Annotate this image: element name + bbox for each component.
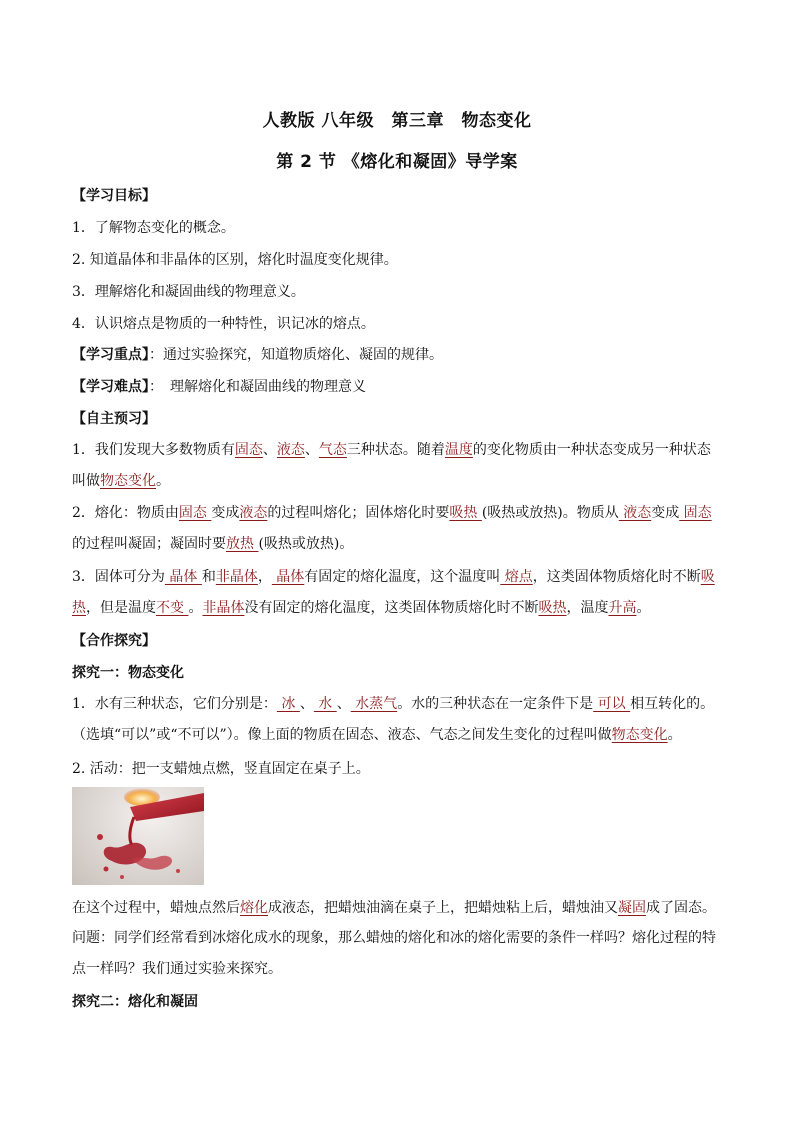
answer: 固态 bbox=[234, 442, 263, 458]
answer: 放热 bbox=[226, 536, 259, 552]
text: 。 bbox=[667, 727, 682, 743]
preview-heading: 【自主预习】 bbox=[72, 411, 156, 427]
answer: 不变 bbox=[156, 600, 189, 616]
activity-text: 2. 活动：把一支蜡烛点燃，竖直固定在桌子上。 bbox=[72, 761, 370, 777]
key-point-label: 【学习重点】 bbox=[72, 347, 149, 363]
answer: 升高 bbox=[608, 600, 637, 616]
wax-puddle bbox=[132, 856, 172, 870]
text: (吸热或放热)。 bbox=[258, 536, 354, 552]
text: 没有固定的熔化温度，这类固体物质熔化时不断 bbox=[244, 600, 539, 616]
answer: 液态 bbox=[618, 505, 652, 521]
document-title: 人教版 八年级 第三章 物态变化 bbox=[262, 111, 532, 131]
candle-wax-illustration bbox=[72, 787, 204, 885]
text: 的过程叫熔化；固体熔化时要 bbox=[267, 505, 450, 521]
answer: 吸热 bbox=[72, 569, 715, 616]
candle-wax-photo bbox=[72, 787, 204, 885]
answer: 冰 bbox=[276, 696, 300, 712]
text: 2．熔化：物质由 bbox=[72, 505, 179, 521]
text: 3．固体可分为 bbox=[72, 569, 165, 585]
answer: 固态 bbox=[679, 505, 712, 521]
answer: 水 bbox=[313, 696, 337, 712]
process-text bbox=[72, 898, 724, 918]
text: 、 bbox=[299, 696, 314, 712]
explore-part1-heading: 探究一：物态变化 bbox=[72, 665, 184, 681]
text: 的变化物质由一种状态变成另一种状态叫做 bbox=[72, 442, 711, 489]
wax-drop bbox=[176, 869, 180, 873]
difficult-point-label: 【学习难点】 bbox=[72, 379, 149, 395]
answer: 凝固 bbox=[618, 900, 646, 916]
difficult-point bbox=[72, 377, 724, 397]
text: (吸热或放热)。物质从 bbox=[481, 505, 619, 521]
text: 1．我们发现大多数物质有 bbox=[72, 442, 235, 458]
text: 1．水有三种状态，它们分别是： bbox=[72, 696, 277, 712]
answer: 熔化 bbox=[240, 900, 268, 916]
text: 。 bbox=[156, 473, 170, 489]
answer: 非晶体 bbox=[215, 569, 258, 585]
text: （选填“可以”或“不可以”）。像上面的物质在固态、液态、气态之间发生变化的过程叫做 bbox=[72, 727, 612, 743]
text: 。 bbox=[636, 600, 651, 616]
wax-drip bbox=[130, 817, 134, 845]
answer: 吸热 bbox=[538, 600, 567, 616]
text: ，这类固体物质熔化时不断 bbox=[532, 569, 701, 585]
text: 三种状态。随着 bbox=[346, 442, 445, 458]
difficult-point-text: ： 理解熔化和凝固曲线的物理意义 bbox=[149, 379, 366, 395]
answer: 吸热 bbox=[449, 505, 482, 521]
answer: 晶体 bbox=[164, 569, 202, 585]
answer: 固态 bbox=[178, 505, 212, 521]
wax-drop bbox=[97, 834, 103, 840]
answer: 晶体 bbox=[271, 569, 305, 585]
objective-item-4: 4．认识熔点是物质的一种特性，识记冰的熔点。 bbox=[72, 316, 375, 332]
text: 有固定的熔化温度，这个温度叫 bbox=[304, 569, 501, 585]
preview-question-2 bbox=[72, 498, 724, 560]
text: 、 bbox=[336, 696, 351, 712]
text: ，但是温度 bbox=[86, 600, 156, 616]
text: 成液态，把蜡烛油滴在桌子上，把蜡烛粘上后，蜡烛油又 bbox=[268, 900, 618, 916]
wax-drop bbox=[104, 867, 109, 872]
explore-question-1 bbox=[72, 689, 724, 751]
text: 相互转化的。 bbox=[630, 696, 715, 712]
text: 。 bbox=[188, 600, 203, 616]
key-point bbox=[72, 345, 724, 365]
text: ， bbox=[257, 569, 272, 585]
text: 变成 bbox=[211, 505, 240, 521]
text: 、 bbox=[304, 442, 319, 458]
preview-question-3 bbox=[72, 562, 724, 624]
objective-item-2: 2. 知道晶体和非晶体的区别，熔化时温度变化规律。 bbox=[72, 252, 398, 268]
answer: 温度 bbox=[444, 442, 473, 458]
answer: 液态 bbox=[239, 505, 268, 521]
text: 成了固态。 bbox=[646, 900, 716, 916]
text: 、 bbox=[262, 442, 277, 458]
answer: 水蒸气 bbox=[350, 696, 398, 712]
objective-item-1: 1．了解物态变化的概念。 bbox=[72, 220, 235, 236]
text: 的过程叫凝固；凝固时要 bbox=[72, 536, 226, 552]
key-point-text: ：通过实验探究，知道物质熔化、凝固的规律。 bbox=[149, 347, 443, 363]
answer: 气态 bbox=[318, 442, 347, 458]
wax-drop bbox=[120, 875, 124, 879]
objective-item-3: 3．理解熔化和凝固曲线的物理意义。 bbox=[72, 284, 305, 300]
answer: 非晶体 bbox=[202, 600, 245, 616]
text: 。水的三种状态在一定条件下是 bbox=[397, 696, 594, 712]
explore-part2-heading: 探究二：熔化和凝固 bbox=[72, 994, 198, 1010]
answer: 物态变化 bbox=[611, 727, 668, 743]
preview-question-1 bbox=[72, 435, 724, 497]
answer: 熔点 bbox=[500, 569, 533, 585]
text: ，温度 bbox=[566, 600, 609, 616]
answer: 可以 bbox=[593, 696, 631, 712]
answer: 物态变化 bbox=[100, 473, 156, 489]
text: 在这个过程中，蜡烛点然后 bbox=[72, 900, 240, 916]
question-text: 问题：同学们经常看到冰熔化成水的现象，那么蜡烛的熔化和冰的熔化需要的条件一样吗？熔化过程的特点一样吗？我们通过实验来探究。 bbox=[72, 930, 716, 977]
explore-heading: 【合作探究】 bbox=[72, 633, 156, 649]
answer: 液态 bbox=[276, 442, 305, 458]
objectives-heading: 【学习目标】 bbox=[72, 188, 156, 204]
text: 和 bbox=[201, 569, 216, 585]
section-title: 第 2 节 《熔化和凝固》导学案 bbox=[276, 152, 518, 172]
text: 变成 bbox=[651, 505, 680, 521]
